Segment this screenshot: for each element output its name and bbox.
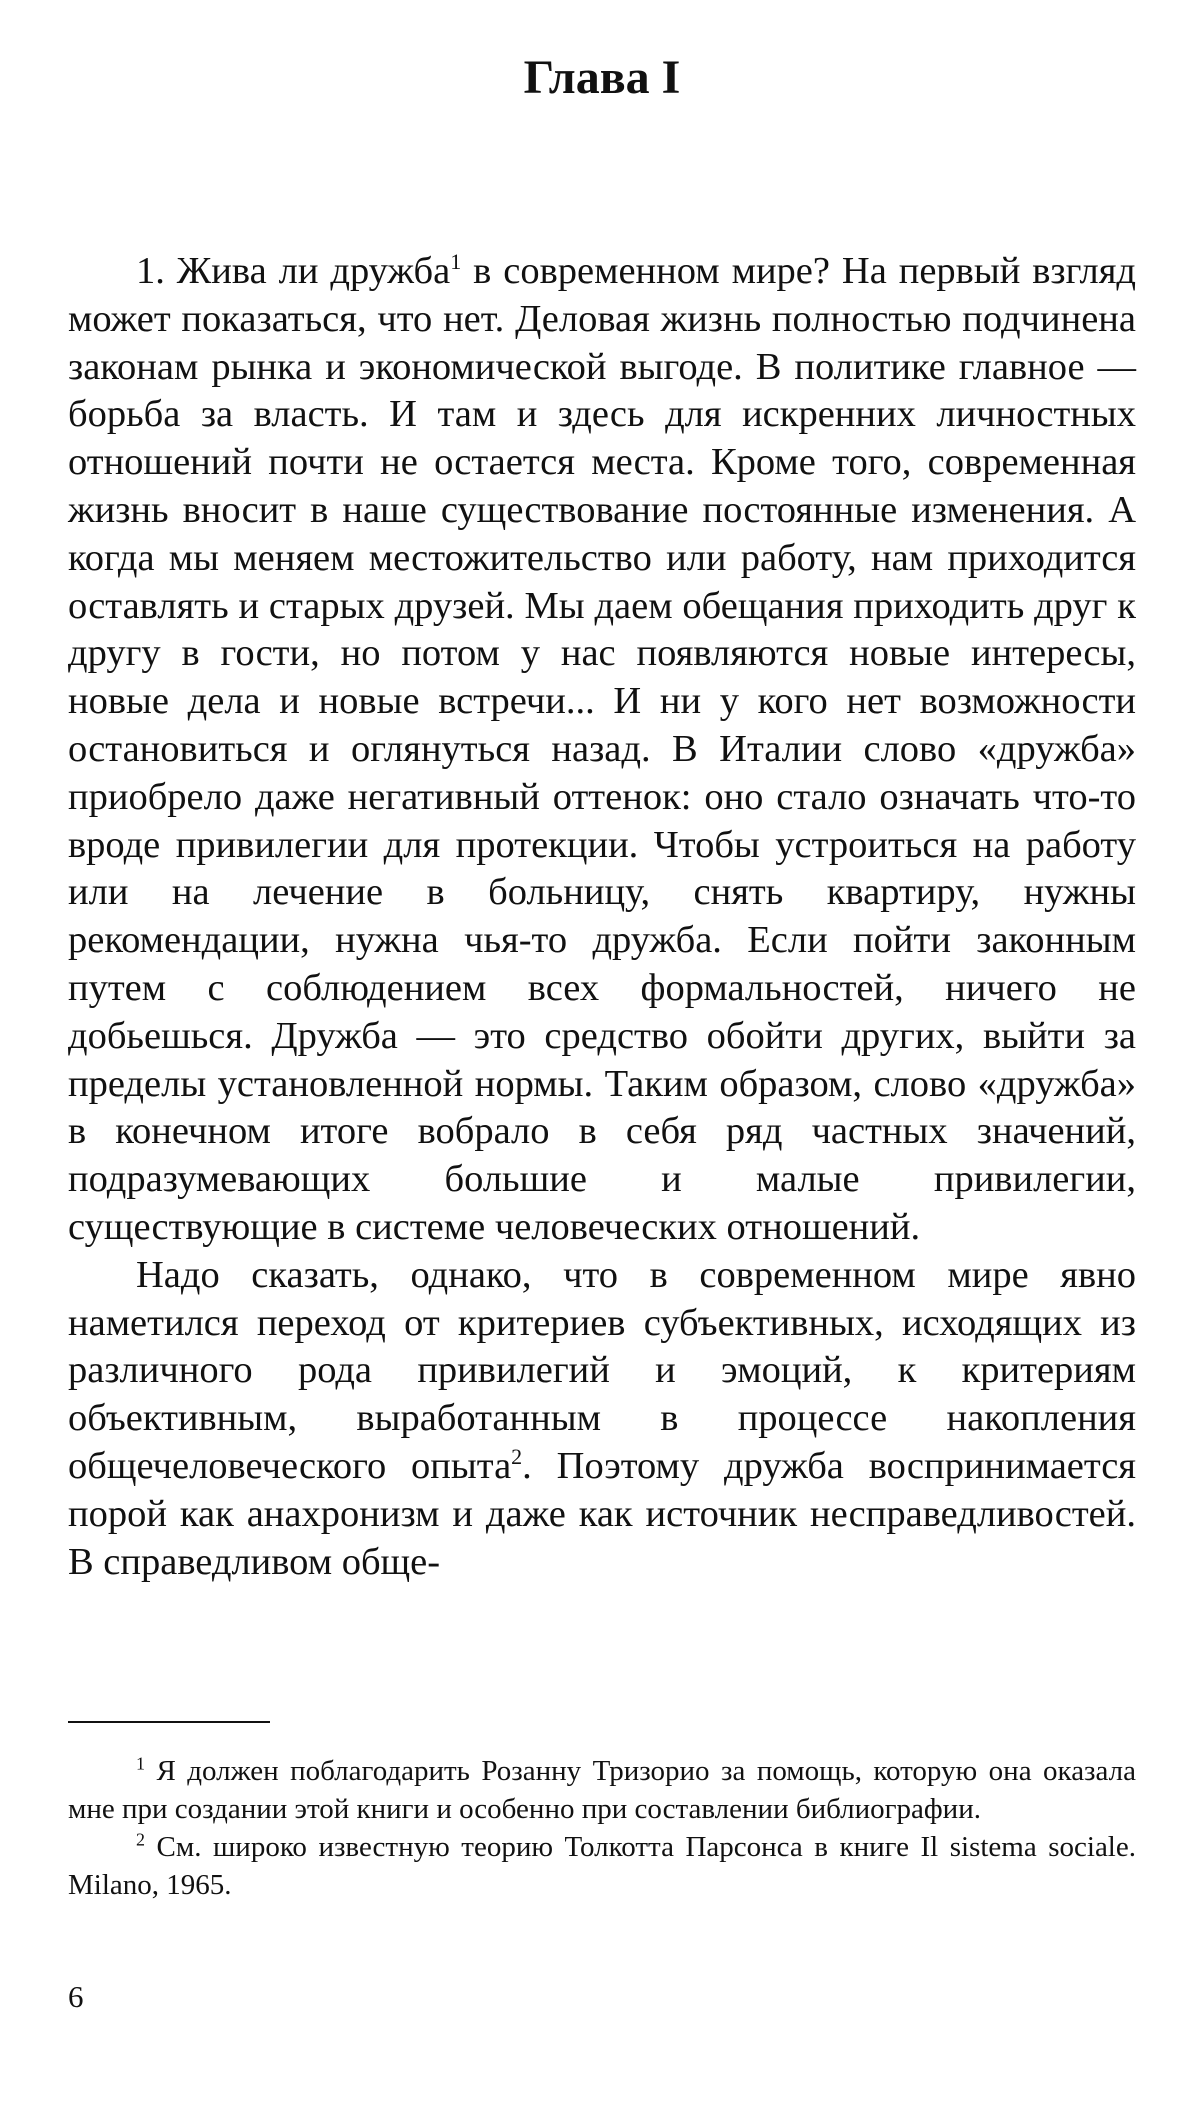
footnote-2-text: См. широко известную теорию Толкотта Парсонса в книге Il sistema sociale. Milano, 1965. xyxy=(68,1831,1136,1901)
footnote-1-marker: 1 xyxy=(136,1753,145,1774)
paragraph-2 xyxy=(68,1252,1136,1587)
chapter-title: Глава I xyxy=(523,51,681,104)
page-number: 6 xyxy=(68,1979,84,2014)
paragraph-1-text: 1. Жива ли дружба xyxy=(136,250,451,292)
paragraph-2-rest: . Поэтому дружба воспринимается порой как анахронизм и даже как источник несправедливостей. В справедливом обще- xyxy=(68,1444,1136,1583)
footnote-2-marker: 2 xyxy=(136,1829,145,1850)
footnote-1 xyxy=(68,1752,1136,1828)
paragraph-2-text: Надо сказать, однако, что в современном мире явно наметился переход от критериев субъективных, исходящих из различного рода привилегий и эмоций, к критериям объективным, выработанным в процессе накопления общечеловеческого опыта xyxy=(68,1253,1136,1487)
paragraph-1 xyxy=(68,248,1136,1252)
book-page xyxy=(68,0,1136,2108)
footnote-1-text: Я должен поблагодарить Розанну Тризорио за помощь, которую она оказала мне при создании этой книги и особенно при составлении библиографии. xyxy=(68,1755,1136,1825)
footnote-2 xyxy=(68,1828,1136,1904)
footnote-ref-2: 2 xyxy=(511,1444,523,1470)
footnote-ref-1: 1 xyxy=(450,249,462,275)
footnote-divider xyxy=(68,1721,270,1723)
main-text xyxy=(68,248,1136,1586)
paragraph-1-rest: в современном мире? На первый взгляд может показаться, что нет. Деловая жизнь полностью подчинена законам рынка и экономической выгоде. В политике главное — борьба за власть. И там и здесь для искренних личностных отношений почти не остается места. Кроме того, современная жизнь вносит в наше существование постоянные изменения. А когда мы меняем местожительство или работу, нам приходится оставлять и старых друзей. Мы даем обещания приходить друг к другу в гости, но потом у нас появляются новые интересы, новые дела и новые встречи... И ни у кого нет возможности остановиться и оглянуться назад. В Италии слово «дружба» приобрело даже негативный оттенок: оно стало означать что-то вроде привилегии для протекции. Чтобы устроиться на работу или на лечение в больницу, снять квартиру, нужны рекомендации, нужна чья-то дружба. Если пойти законным путем с соблюдением всех формальностей, ничего не добьешься. Дружба — это средство обойти других, выйти за пределы установленной нормы. Таким образом, слово «дружба» в конечном итоге вобрало в себя ряд частных значений, подразумевающих большие и малые привилегии, существующие в системе человеческих отношений. xyxy=(68,250,1136,1248)
footnotes xyxy=(68,1752,1136,1904)
